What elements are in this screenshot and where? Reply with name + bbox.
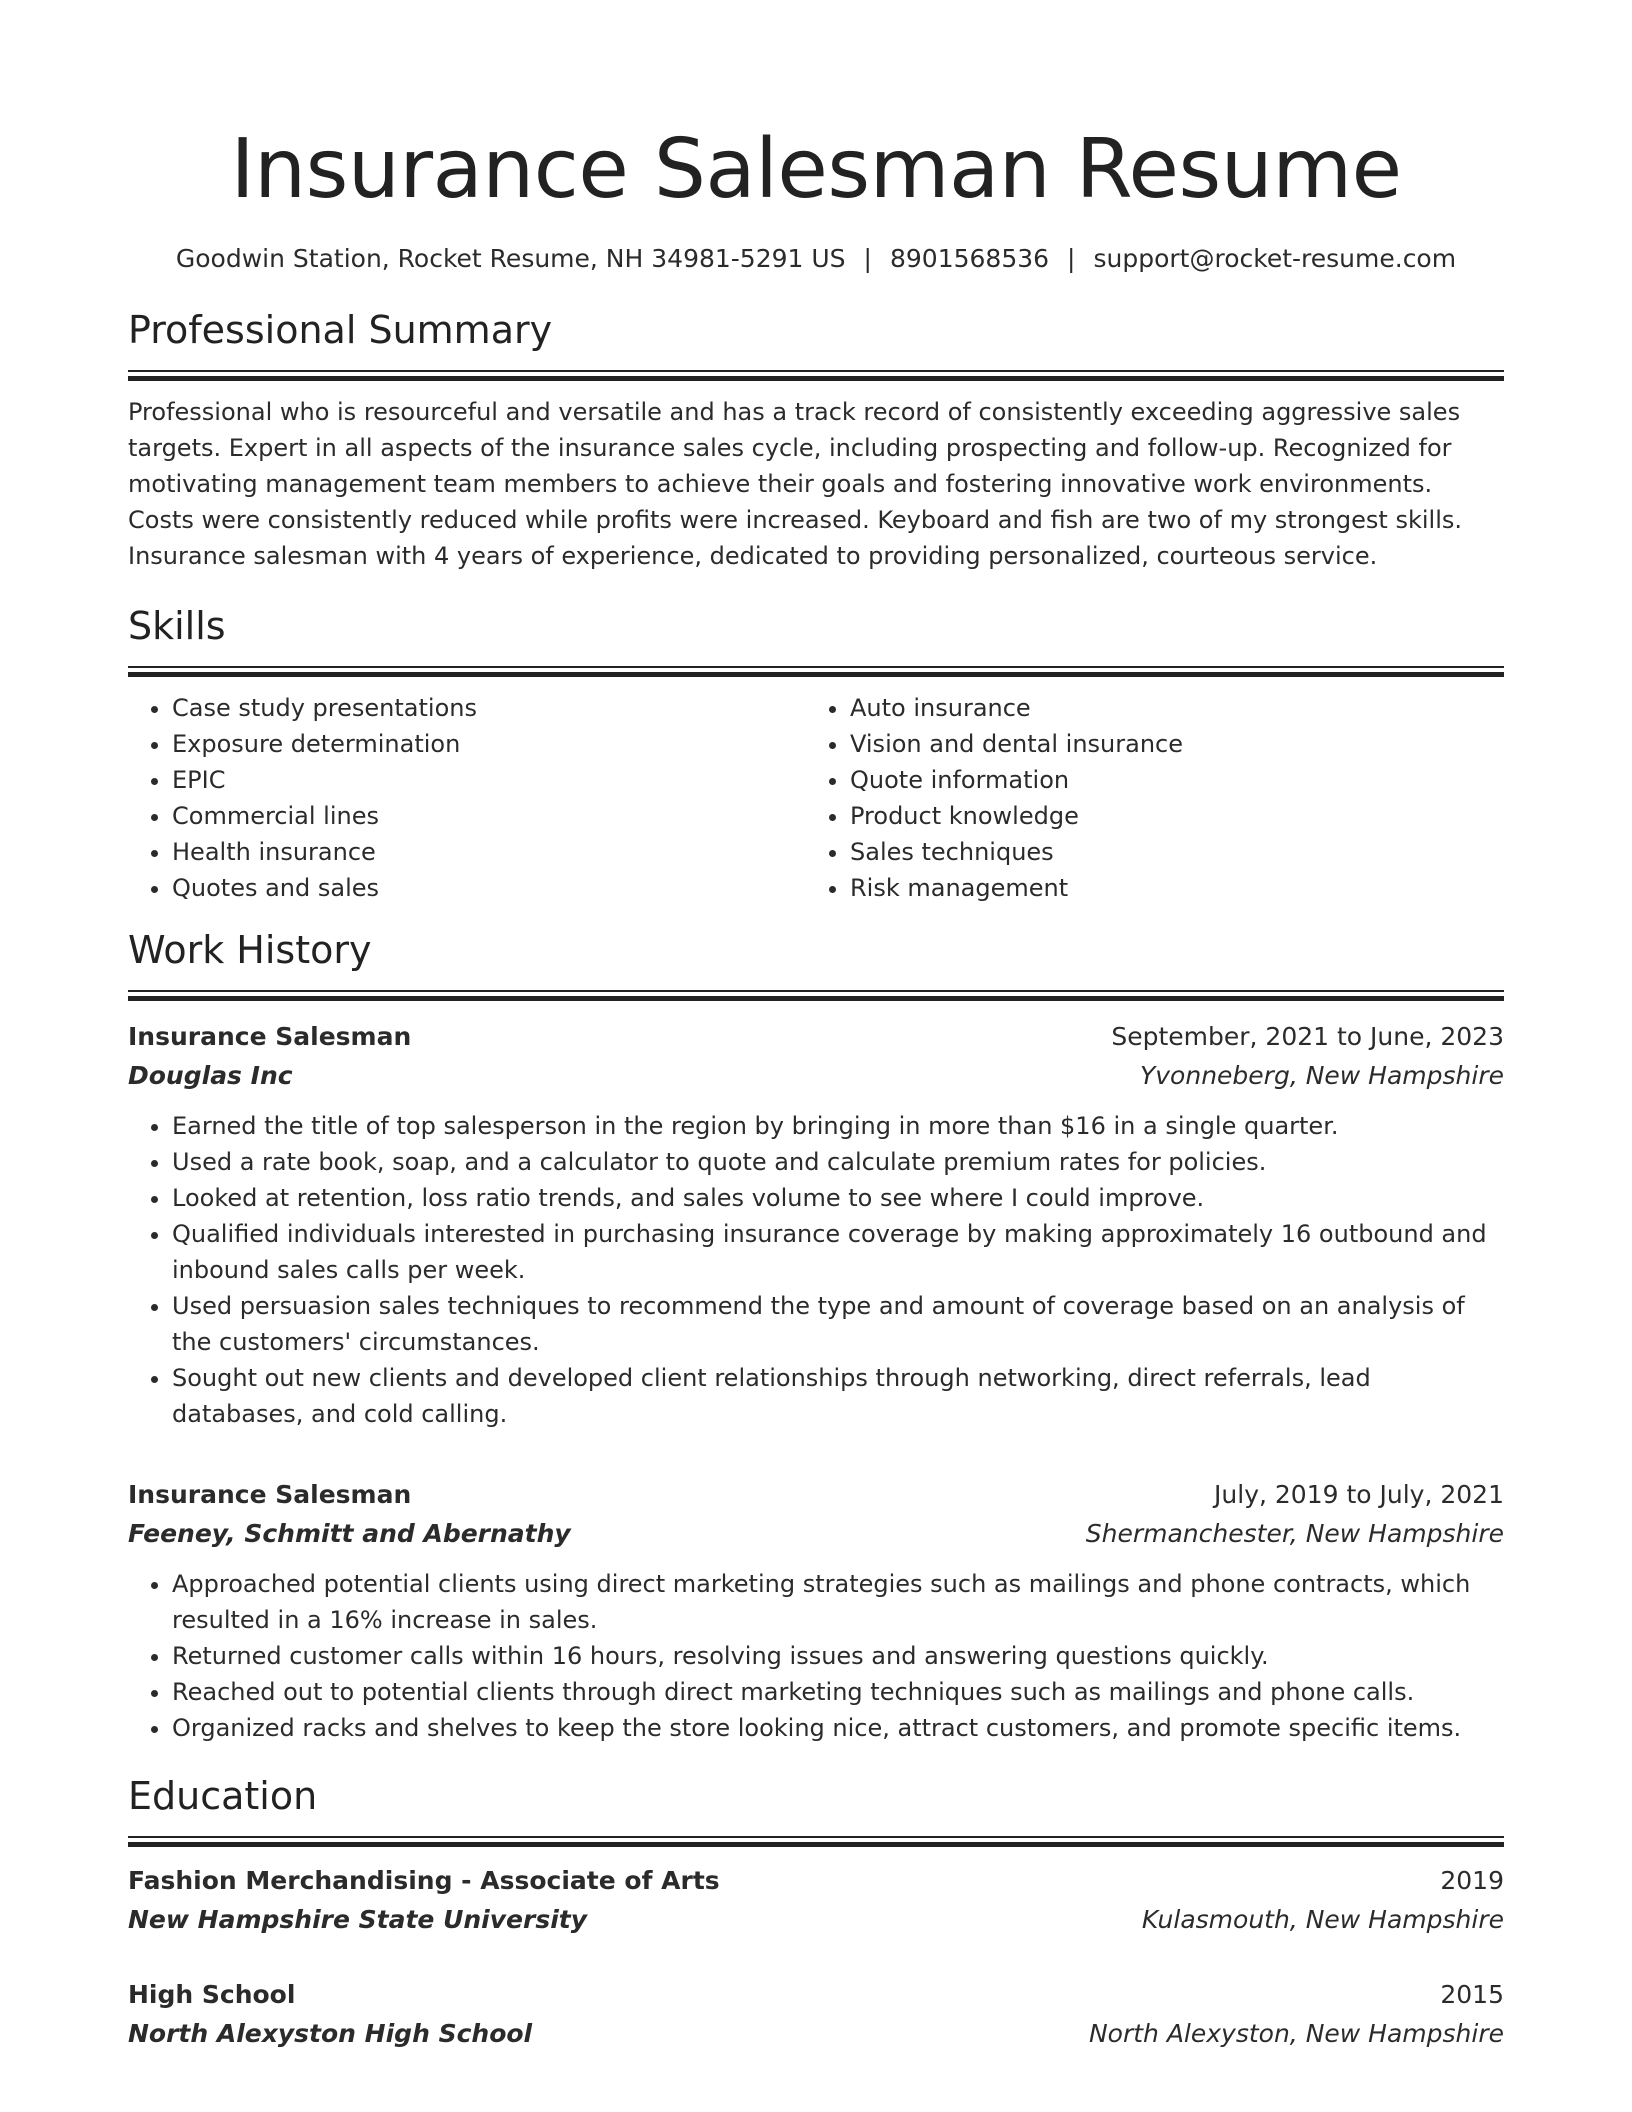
job-bullets xyxy=(128,1108,1504,1432)
job-entry xyxy=(128,1018,1504,1432)
section-title-summary: Professional Summary xyxy=(128,308,553,352)
separator: | xyxy=(863,244,872,273)
job-bullet: • Used a rate book, soap, and a calculator to quote and calculate premium rates for policies. xyxy=(172,1144,1504,1180)
work-history-section xyxy=(128,926,1504,1746)
skill-item: • Risk management xyxy=(850,870,1484,906)
contact-line xyxy=(128,242,1504,276)
degree: High School xyxy=(128,1980,296,2009)
skill-item: • Exposure determination xyxy=(172,726,806,762)
skill-item: • Health insurance xyxy=(172,834,806,870)
separator: | xyxy=(1067,244,1076,273)
education-section xyxy=(128,1772,1504,2054)
section-title-skills: Skills xyxy=(128,604,226,648)
section-title-work-history: Work History xyxy=(128,928,372,972)
skill-item: • Case study presentations xyxy=(172,690,806,726)
job-entry xyxy=(128,1476,1504,1746)
skill-item: • Quote information xyxy=(850,762,1484,798)
job-title: Insurance Salesman xyxy=(128,1480,412,1509)
skill-item: • Product knowledge xyxy=(850,798,1484,834)
company-name: Feeney, Schmitt and Abernathy xyxy=(128,1519,571,1548)
job-bullet: • Qualified individuals interested in purchasing insurance coverage by making approximately 16 outbound and inbound sales calls per week. xyxy=(172,1216,1504,1288)
company-name: Douglas Inc xyxy=(128,1061,293,1090)
degree: Fashion Merchandising - Associate of Arts xyxy=(128,1866,720,1895)
job-bullets xyxy=(128,1566,1504,1746)
graduation-year: 2019 xyxy=(1440,1866,1504,1895)
job-bullet: • Looked at retention, loss ratio trends, and sales volume to see where I could improve. xyxy=(172,1180,1504,1216)
section-divider xyxy=(128,1836,1504,1846)
job-bullet: • Sought out new clients and developed client relationships through networking, direct referrals, lead databases, and cold calling. xyxy=(172,1360,1504,1432)
skill-item: • Auto insurance xyxy=(850,690,1484,726)
skill-item: • EPIC xyxy=(172,762,806,798)
skill-item: • Quotes and sales xyxy=(172,870,806,906)
skill-item: • Vision and dental insurance xyxy=(850,726,1484,762)
skills-right-column xyxy=(806,690,1484,906)
school-location: North Alexyston, New Hampshire xyxy=(1088,2019,1504,2048)
job-bullet: • Earned the title of top salesperson in the region by bringing in more than $16 in a single quarter. xyxy=(172,1108,1504,1144)
graduation-year: 2015 xyxy=(1440,1980,1504,2009)
section-divider xyxy=(128,990,1504,1000)
skills-left-column xyxy=(128,690,806,906)
section-divider xyxy=(128,666,1504,676)
job-title: Insurance Salesman xyxy=(128,1022,412,1051)
job-bullet: • Approached potential clients using direct marketing strategies such as mailings and phone contracts, which resulted in a 16% increase in sales. xyxy=(172,1566,1504,1638)
job-dates: July, 2019 to July, 2021 xyxy=(1214,1480,1504,1509)
job-bullet: • Organized racks and shelves to keep the store looking nice, attract customers, and promote specific items. xyxy=(172,1710,1504,1746)
address: Goodwin Station, Rocket Resume, NH 34981-5291 US xyxy=(175,244,846,273)
summary-section xyxy=(128,306,1504,574)
job-dates: September, 2021 to June, 2023 xyxy=(1111,1022,1504,1051)
phone: 8901568536 xyxy=(889,244,1050,273)
job-location: Shermanchester, New Hampshire xyxy=(1085,1519,1504,1548)
skill-item: • Commercial lines xyxy=(172,798,806,834)
job-bullet: • Returned customer calls within 16 hours, resolving issues and answering questions quickly. xyxy=(172,1638,1504,1674)
job-bullet: • Reached out to potential clients through direct marketing techniques such as mailings and phone calls. xyxy=(172,1674,1504,1710)
section-title-education: Education xyxy=(128,1774,318,1818)
school-name: New Hampshire State University xyxy=(128,1905,588,1934)
skills-section xyxy=(128,602,1504,906)
skills-grid xyxy=(128,690,1504,906)
school-name: North Alexyston High School xyxy=(128,2019,533,2048)
job-bullet: • Used persuasion sales techniques to recommend the type and amount of coverage based on an analysis of the customers' circumstances. xyxy=(172,1288,1504,1360)
education-entry xyxy=(128,1862,1504,1940)
resume-title: Insurance Salesman Resume xyxy=(230,122,1402,217)
school-location: Kulasmouth, New Hampshire xyxy=(1141,1905,1504,1934)
education-entry xyxy=(128,1976,1504,2054)
job-location: Yvonneberg, New Hampshire xyxy=(1139,1061,1504,1090)
resume-page xyxy=(128,0,1504,2054)
skill-item: • Sales techniques xyxy=(850,834,1484,870)
section-divider xyxy=(128,370,1504,380)
email: support@rocket-resume.com xyxy=(1093,244,1457,273)
summary-text: Professional who is resourceful and versatile and has a track record of consistently exceeding aggressive sales targets. Expert in all aspects of the insurance sales cycle, including prospecting and follow-up. Recognized for motivating management team members to achieve their goals and fostering innovative work environments. Costs were consistently reduced while profits were increased. Keyboard and fish are two of my strongest skills. Insurance salesman with 4 years of experience, dedicated to providing personalized, courteous service. xyxy=(128,398,1463,570)
